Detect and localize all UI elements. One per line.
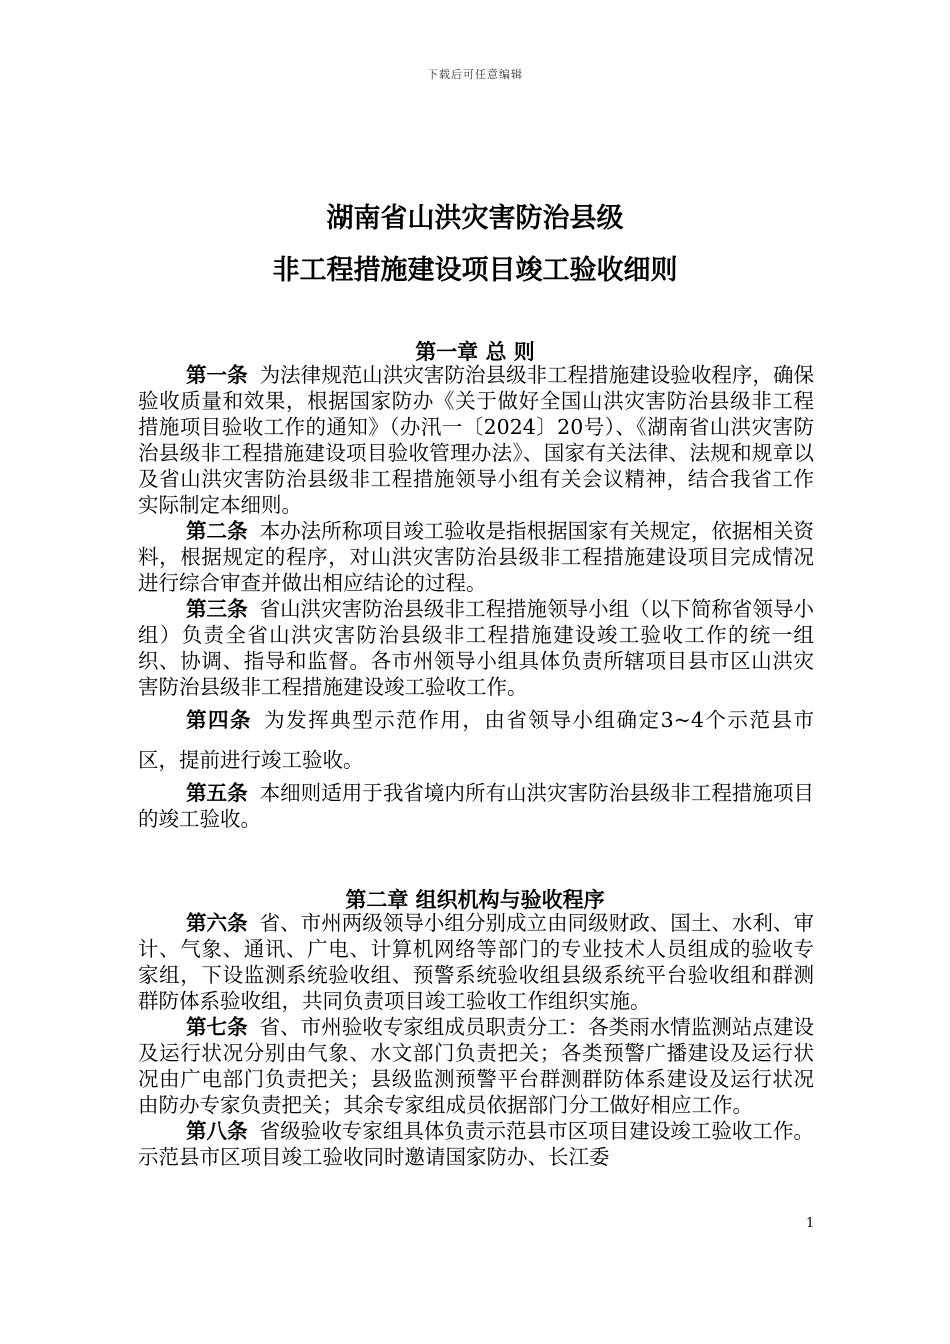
article-5 [138, 780, 814, 832]
article-text: 为法律规范山洪灾害防治县级非工程措施建设验收程序，确保验收质量和效果，根据国家防办《关于做好全国山洪灾害防治县级非工程措施项目验收工作的通知》（办汛一〔2024〕20号）、《湖南省山洪灾害防治县级非工程措施建设项目验收管理办法》、国家有关法律、法规和规章以及省山洪灾害防治县级非工程措施领导小组有关会议精神，结合我省工作实际制定本细则。 [138, 363, 815, 517]
article-label: 第三条 [186, 597, 248, 621]
article-text: 本办法所称项目竣工验收是指根据国家有关规定，依据相关资料，根据规定的程序，对山洪灾害防治县级非工程措施建设项目完成情况进行综合审查并做出相应结论的过程。 [138, 519, 815, 595]
header-note: 下载后可任意编辑 [427, 68, 523, 81]
article-6 [138, 910, 814, 1014]
article-text: 为发挥典型示范作用，由省领导小组确定3~4个示范县市区，提前进行竣工验收。 [138, 708, 815, 772]
article-label: 第八条 [186, 1119, 248, 1143]
article-text: 省、市州两级领导小组分别成立由同级财政、国土、水利、审计、气象、通讯、广电、计算机网络等部门的专业技术人员组成的验收专家组，下设监测系统验收组、预警系统验收组县级系统平台验收组和群测群防体系验收组，共同负责项目竣工验收工作组织实施。 [138, 911, 815, 1013]
article-2 [138, 518, 814, 596]
chapter-1-body [138, 362, 814, 832]
article-label: 第二条 [186, 519, 248, 543]
article-4 [138, 700, 814, 780]
article-7 [138, 1014, 814, 1118]
article-text: 本细则适用于我省境内所有山洪灾害防治县级非工程措施项目的竣工验收。 [138, 781, 815, 831]
article-label: 第七条 [186, 1015, 248, 1039]
document-title-line2: 非工程措施建设项目竣工验收细则 [272, 255, 678, 286]
article-label: 第六条 [186, 911, 248, 935]
article-label: 第四条 [186, 708, 253, 732]
article-label: 第一条 [186, 363, 248, 387]
document-title-line1: 湖南省山洪灾害防治县级 [326, 203, 624, 234]
article-text: 省、市州验收专家组成员职责分工：各类雨水情监测站点建设及运行状况分别由气象、水文部门负责把关；各类预警广播建设及运行状况由广电部门负责把关；县级监测预警平台群测群防体系建设及运行状况由防办专家负责把关；其余专家组成员依据部门分工做好相应工作。 [138, 1015, 815, 1117]
chapter-2-heading: 第二章 组织机构与验收程序 [345, 888, 605, 912]
article-8 [138, 1118, 814, 1170]
article-1 [138, 362, 814, 518]
article-3 [138, 596, 814, 700]
article-text: 省级验收专家组具体负责示范县市区项目建设竣工验收工作。示范县市区项目竣工验收同时邀请国家防办、长江委 [138, 1119, 815, 1169]
chapter-1-heading: 第一章 总 则 [415, 340, 535, 364]
chapter-2-body [138, 910, 814, 1170]
page-number: 1 [806, 1216, 815, 1231]
article-text: 省山洪灾害防治县级非工程措施领导小组（以下简称省领导小组）负责全省山洪灾害防治县级非工程措施建设竣工验收工作的统一组织、协调、指导和监督。各市州领导小组具体负责所辖项目县市区山洪灾害防治县级非工程措施建设竣工验收工作。 [138, 597, 815, 699]
article-label: 第五条 [186, 781, 248, 805]
